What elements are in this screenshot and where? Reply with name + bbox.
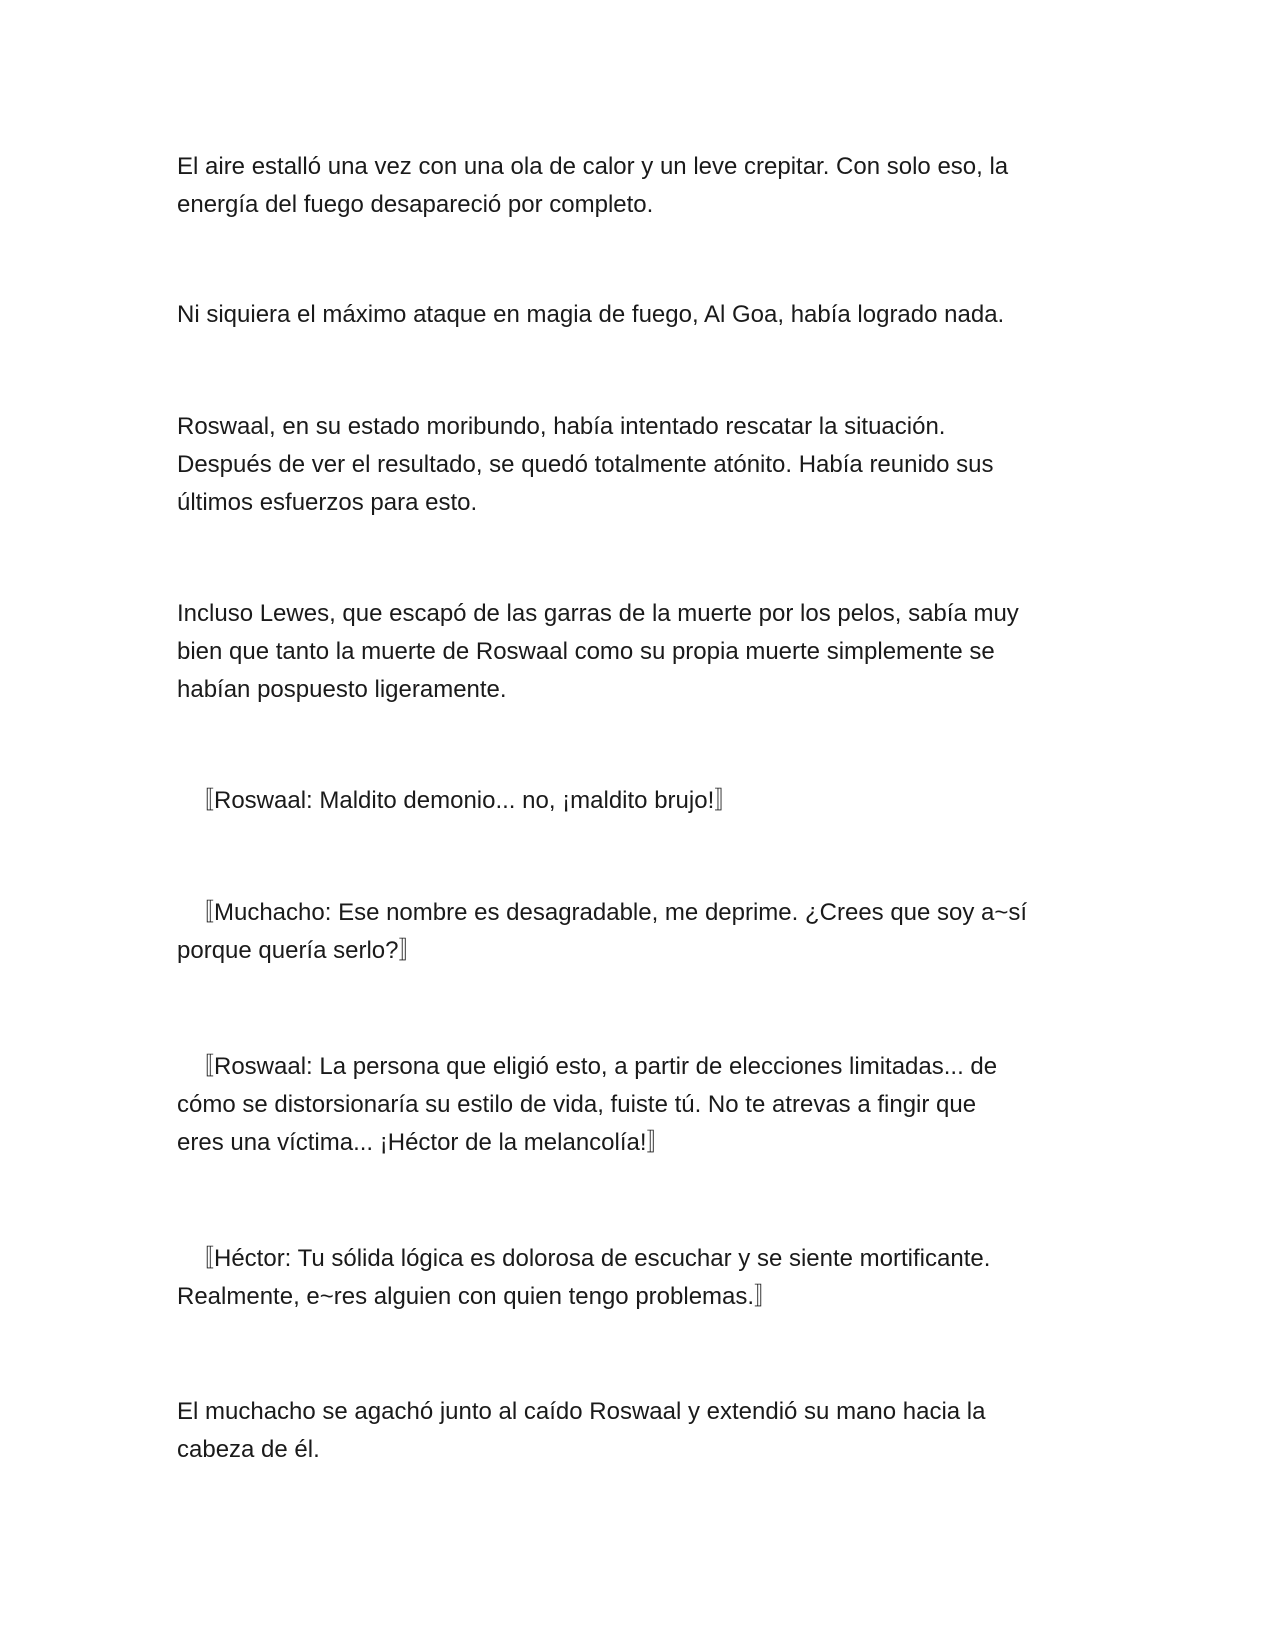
paragraph-narration: El muchacho se agachó junto al caído Roswaal y extendió su mano hacia la cabeza de él. xyxy=(177,1398,986,1463)
paragraph-narration: Incluso Lewes, que escapó de las garras de la muerte por los pelos, sabía muy bien que tanto la muerte de Roswaal como su propia muerte simplemente se habían pospuesto ligeramente. xyxy=(177,600,1019,703)
paragraph-narration: El aire estalló una vez con una ola de calor y un leve crepitar. Con solo eso, la energía del fuego desapareció por completo. xyxy=(177,153,1009,218)
paragraph-dialogue: 〚Roswaal: La persona que eligió esto, a partir de elecciones limitadas... de cómo se distorsionaría su estilo de vida, fuiste tú. No te atrevas a fingir que eres una víctima... ¡Héctor de la melancolía!〛 xyxy=(177,1053,998,1156)
paragraph-dialogue: 〚Roswaal: Maldito demonio... no, ¡maldito brujo!〛 xyxy=(190,787,739,814)
paragraph-narration: Roswaal, en su estado moribundo, había intentado rescatar la situación. Después de ver el resultado, se quedó totalmente atónito. Había reunido sus últimos esfuerzos para esto. xyxy=(177,413,994,516)
paragraph-dialogue: 〚Muchacho: Ese nombre es desagradable, me deprime. ¿Crees que soy a~sí porque quería serlo?〛 xyxy=(177,899,1028,964)
paragraph-narration: Ni siquiera el máximo ataque en magia de fuego, Al Goa, había logrado nada. xyxy=(177,301,1005,328)
paragraph-dialogue: 〚Héctor: Tu sólida lógica es dolorosa de escuchar y se siente mortificante. Realmente, e~res alguien con quien tengo problemas.〛 xyxy=(177,1245,991,1310)
